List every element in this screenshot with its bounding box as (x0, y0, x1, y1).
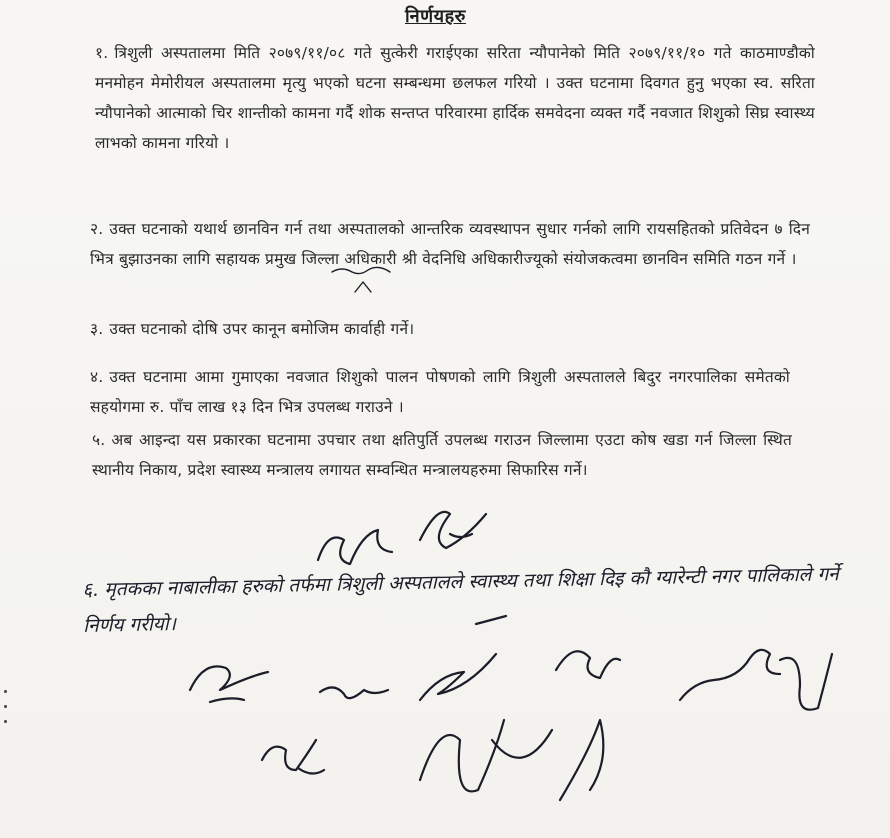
scan-dot (4, 690, 7, 693)
handwritten-resolution: ६. मृतकका नाबालीका हरुको तर्फमा त्रिशुली अस्पतालले स्वास्थ्य तथा शिक्षा दिइ कौ ग्यारेन्टी नगर पालिकाले गर्ने निर्णय गरीयो। (82, 563, 839, 637)
signature-mark (556, 651, 620, 678)
resolution-item (90, 362, 790, 422)
resolution-text: उक्त घटनामा आमा गुमाएका नवजात शिशुको पालन पोषणको लागि त्रिशुली अस्पतालले बिदुर नगरपालिका समेतको सहयोगमा रु. पाँच लाख १३ दिन भित्र उपलब्ध गराउने । (90, 368, 790, 416)
signature-mark (318, 530, 392, 564)
signature-mark (262, 740, 324, 774)
resolution-number: ४. (90, 368, 104, 386)
resolution-item (92, 425, 792, 485)
correction-caret (355, 282, 371, 292)
signature-mark (320, 687, 388, 698)
scan-dot (4, 705, 7, 708)
document-title: निर्णयहरु (405, 6, 466, 27)
resolution-text: उक्त घटनाको यथार्थ छानविन गर्न तथा अस्पतालको आन्तरिक व्यवस्थापन सुधार गर्नको लागि रायसहितको प्रतिवेदन ७ दिन भित्र बुझाउनका लागि सहायक प्रमुख जिल्ला अधिकारी श्री वेदनिधि अधिकारीज्यूको संयोजकत्वमा छानविन समिति गठन गर्ने । (90, 220, 810, 268)
resolution-text: उक्त घटनाको दोषि उपर कानून बमोजिम कार्वाही गर्ने। (109, 320, 415, 338)
resolution-number: ३. (90, 320, 104, 338)
resolution-number: २. (90, 220, 104, 238)
signature-mark (780, 654, 832, 710)
resolution-item (90, 314, 810, 344)
signature-mark (680, 650, 780, 700)
signature-mark (420, 720, 552, 791)
resolution-number: १. (95, 44, 109, 62)
signature-mark (190, 666, 268, 702)
resolution-text: त्रिशुली अस्पतालमा मिति २०७९/११/०८ गते सुत्केरी गराईएका सरिता न्यौपानेको मिति २०७९/११/१० गते काठमाण्डौको मनमोहन मेमोरीयल अस्पतालमा मृत्यु भएको घटना सम्बन्धमा छलफल गरियो । उक्त घटनामा दिवगत हुनु भएका स्व. सरिता न्यौपानेको आत्माको चिर शान्तीको कामना गर्दै शोक सन्तप्त परिवारमा हार्दिक समवेदना व्यक्त गर्दै नवजात शिशुको सिघ्र स्वास्थ्य लाभको कामना गरियो । (95, 44, 815, 152)
resolution-text: अब आइन्दा यस प्रकारका घटनामा उपचार तथा क्षतिपुर्ति उपलब्ध गराउन जिल्लामा एउटा कोष खडा गर्न जिल्ला स्थित स्थानीय निकाय, प्रदेश स्वास्थ्य मन्त्रालय लगायत सम्वन्धित मन्त्रालयहरुमा सिफारिस गर्ने। (92, 431, 792, 479)
signature-mark (420, 512, 486, 548)
scan-dot (4, 720, 7, 723)
resolution-item (95, 38, 815, 158)
signature-mark (560, 720, 603, 800)
resolution-number: ५. (92, 431, 106, 449)
resolution-item (90, 214, 810, 274)
